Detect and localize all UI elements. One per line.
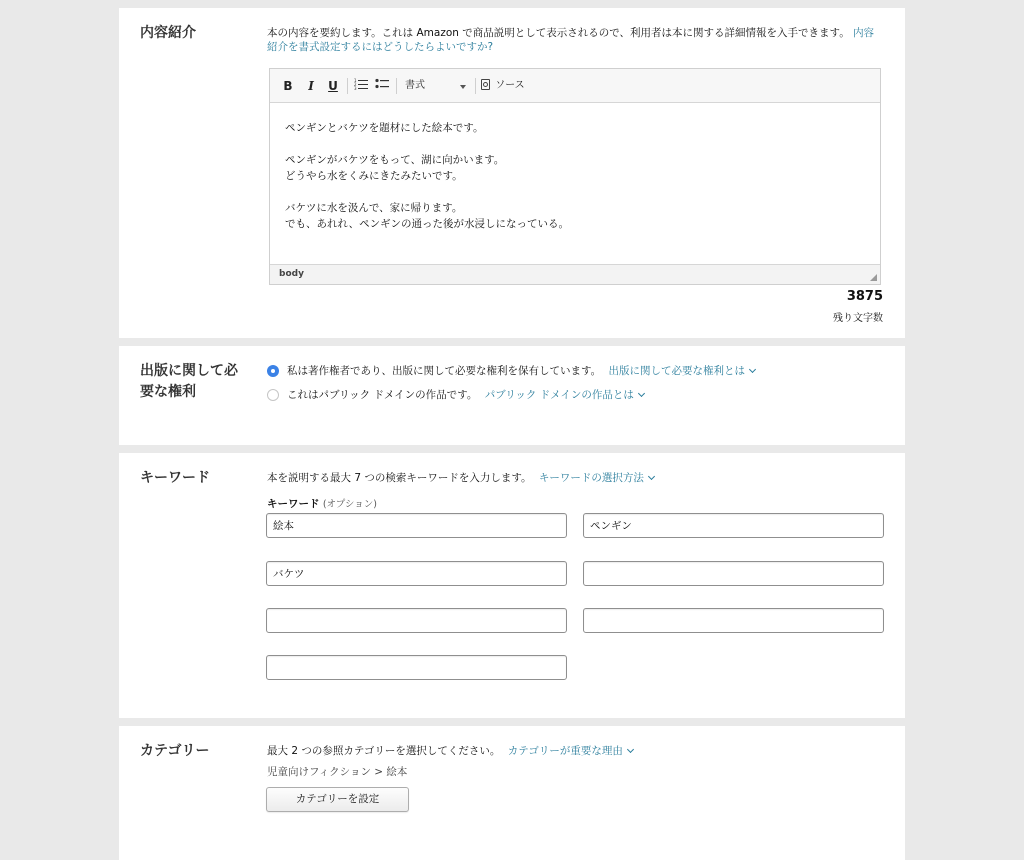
keywords-card [119, 453, 905, 718]
keywords-section-title: キーワード [140, 470, 210, 486]
format-dropdown-label: 書式 [405, 80, 425, 91]
source-button[interactable] [481, 78, 529, 94]
description-format-help-link[interactable]: 内容紹介を書式設定するにはどうしたらよいですか? [267, 27, 875, 53]
publishing-rights-card [119, 346, 905, 445]
editor-line: どうやら水をくみにきたみたいです。 [285, 170, 463, 182]
editor-content-area[interactable] [270, 103, 880, 264]
chevron-down-icon [648, 473, 655, 480]
chevron-down-icon [638, 390, 645, 397]
bulleted-list-icon[interactable] [374, 78, 390, 94]
categories-help-copy: 最大 2 つの参照カテゴリーを選択してください。 [267, 745, 501, 757]
editor-status-bar [270, 264, 880, 284]
description-help-text [267, 26, 884, 54]
keywords-label: キーワード [267, 498, 320, 510]
remaining-char-count: 3875 [846, 289, 883, 304]
svg-text:3: 3 [354, 86, 357, 90]
editor-line [285, 184, 865, 200]
editor-line: ペンギンがバケツをもって、湖に向かいます。 [285, 154, 505, 166]
svg-text:1: 1 [354, 78, 357, 83]
remaining-char-label: 残り文字数 [833, 313, 883, 324]
publishing-rights-title-line: 出版に関して必 [140, 363, 238, 379]
keywords-help-copy: 本を説明する最大 7 つの検索キーワードを入力します。 [267, 472, 532, 484]
description-card [119, 8, 905, 338]
rights-option-label: 私は著作権者であり、出版に関して必要な権利を保有しています。 [287, 365, 602, 377]
selected-category: 児童向けフィクション > 絵本 [267, 766, 408, 778]
source-icon [481, 79, 490, 90]
keywords-help-text [267, 471, 884, 485]
rights-option-label: これはパブリック ドメインの作品です。 [287, 389, 478, 401]
keywords-help-link[interactable]: キーワードの選択方法 [538, 472, 644, 484]
toolbar-divider [347, 78, 348, 94]
rights-radio-group [267, 364, 884, 404]
editor-line: バケツに水を汲んで、家に帰ります。 [285, 202, 463, 214]
dropdown-arrow-icon [460, 85, 466, 89]
keyword-input-3[interactable] [266, 561, 567, 586]
resize-handle-icon[interactable] [870, 274, 877, 281]
editor-line: ペンギンとバケツを題材にした絵本です。 [285, 122, 484, 134]
description-section-title: 内容紹介 [140, 25, 196, 41]
editor-line [285, 136, 865, 152]
description-rich-text-editor [269, 68, 881, 285]
public-domain-info-link[interactable]: パブリック ドメインの作品とは [484, 389, 634, 401]
editor-toolbar [270, 69, 880, 103]
set-category-button[interactable]: カテゴリーを設定 [266, 787, 409, 812]
rights-option-copyright-holder[interactable] [267, 364, 755, 378]
radio-selected[interactable] [267, 365, 279, 377]
publishing-rights-section-title [140, 361, 238, 403]
publishing-rights-title-line: 要な権利 [140, 384, 196, 400]
element-path[interactable]: body [279, 269, 304, 279]
description-help-copy: 本の内容を要約します。これは Amazon で商品説明として表示されるので、利用者は本に関する詳細情報を入手できます。 [267, 27, 850, 39]
numbered-list-icon[interactable] [353, 78, 369, 94]
categories-help-text [267, 744, 884, 758]
categories-card [119, 726, 905, 860]
toolbar-divider [396, 78, 397, 94]
source-button-label: ソース [495, 80, 525, 91]
categories-section-title: カテゴリー [140, 743, 210, 759]
italic-button[interactable]: I [308, 79, 314, 93]
keyword-input-4[interactable] [583, 561, 884, 586]
categories-help-link[interactable]: カテゴリーが重要な理由 [507, 745, 623, 757]
underline-button[interactable]: U [328, 79, 338, 93]
chevron-down-icon [749, 366, 756, 373]
keyword-input-5[interactable] [266, 608, 567, 633]
chevron-down-icon [627, 746, 634, 753]
rights-option-public-domain[interactable] [267, 388, 644, 402]
rights-info-link[interactable]: 出版に関して必要な権利とは [608, 365, 746, 377]
keyword-input-7[interactable] [266, 655, 567, 680]
keywords-field-label [267, 496, 377, 511]
bold-button[interactable]: B [283, 79, 293, 93]
toolbar-divider [475, 78, 476, 94]
keyword-input-1[interactable] [266, 513, 567, 538]
radio-unselected[interactable] [267, 389, 279, 401]
keyword-input-6[interactable] [583, 608, 884, 633]
svg-text:2: 2 [354, 82, 357, 87]
format-dropdown[interactable] [402, 78, 470, 94]
keywords-optional-label: (オプション) [322, 499, 377, 510]
keyword-input-2[interactable] [583, 513, 884, 538]
editor-line: でも、あれれ、ペンギンの通った後が水浸しになっている。 [285, 218, 570, 230]
